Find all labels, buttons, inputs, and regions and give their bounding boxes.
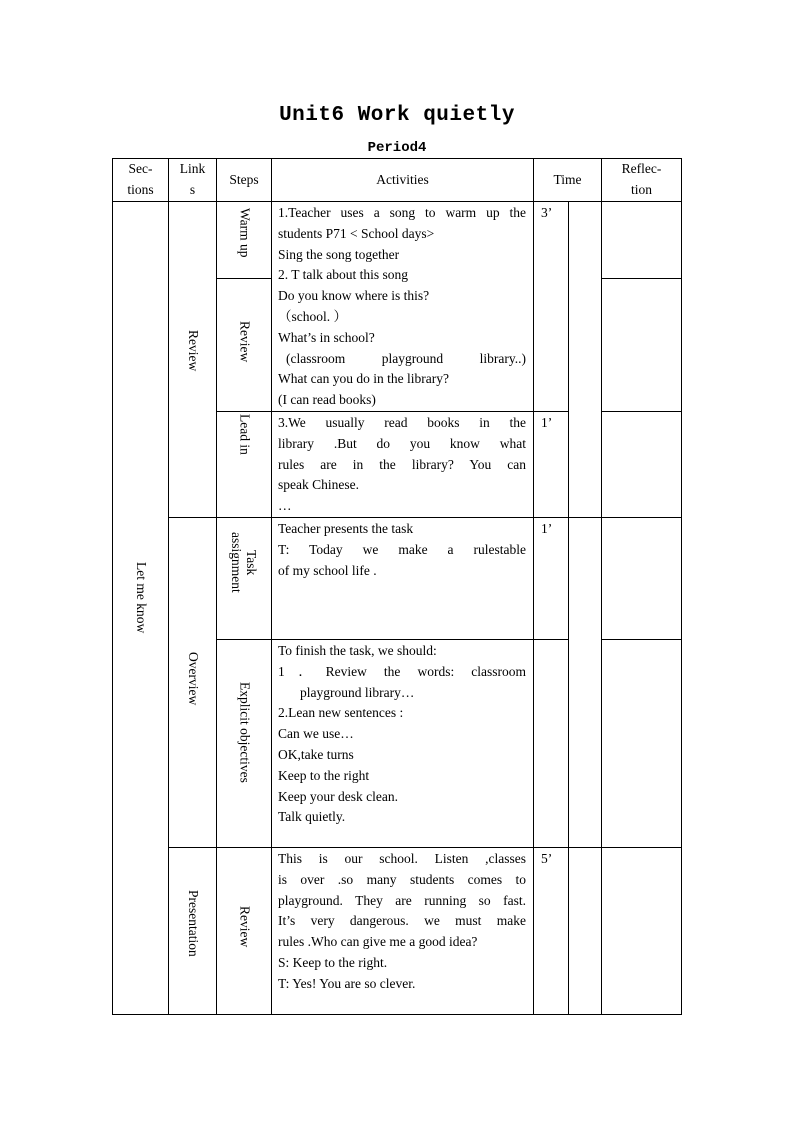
header-reflection: Reflec- tion — [602, 159, 682, 202]
activity-warmup-review: 1.Teacher uses a song to warm up the students P71 < School days> Sing the song together 2. T talk about this song Do you know where is this? （school. ） What’s in school? (classroom playground library..) What can you do in the library? (I can read books) — [272, 202, 534, 412]
header-time: Time — [534, 159, 602, 202]
activity-task: Teacher presents the task T: Today we make a rulestable of my school life . — [272, 517, 534, 639]
header-links: Link s — [169, 159, 217, 202]
link-overview-cell: Overview — [169, 517, 217, 847]
header-steps: Steps — [217, 159, 272, 202]
row-warm-up — [113, 202, 682, 279]
reflection-4 — [602, 517, 682, 639]
step-task-cell: Task assignment — [217, 517, 272, 639]
time-warmup: 3’ — [534, 202, 569, 412]
time-subcol-3 — [569, 847, 602, 1014]
activity-objectives: To finish the task, we should: 1．Review the words: classroom playground library… 2.Lean new sentences : Can we use… OK,take turns Keep to the right Keep your desk clean. Talk quietly. — [272, 639, 534, 847]
link-review-cell: Review — [169, 202, 217, 518]
activity-lead-in: 3.We usually read books in the library .But do you know what rules are in the library? You can speak Chinese. … — [272, 411, 534, 517]
period-subtitle: Period4 — [367, 140, 427, 156]
section-label: Let me know — [133, 562, 149, 634]
time-task: 1’ — [534, 517, 569, 639]
activity-presentation: This is our school. Listen ,classes is over .so many students comes to playground. They are running so fast. It’s very dangerous. we must make rules .Who can give me a good idea? S: Keep to the right. T: Yes! You are so clever. — [272, 847, 534, 1014]
header-row — [113, 159, 682, 202]
reflection-1 — [602, 202, 682, 279]
step-objectives-cell: Explicit objectives — [217, 639, 272, 847]
reflection-3 — [602, 411, 682, 517]
step-review-2-cell: Review — [217, 847, 272, 1014]
row-presentation — [113, 847, 682, 1014]
link-presentation-cell: Presentation — [169, 847, 217, 1014]
lesson-plan-table — [112, 158, 682, 1015]
time-lead-in: 1’ — [534, 411, 569, 517]
document-title: Unit6 Work quietly — [279, 104, 515, 127]
reflection-6 — [602, 847, 682, 1014]
section-cell — [113, 202, 169, 1015]
reflection-2 — [602, 279, 682, 412]
time-subcol-1 — [569, 202, 602, 518]
step-review-cell: Review — [217, 279, 272, 412]
header-activities: Activities — [272, 159, 534, 202]
step-lead-in-cell: Lead in — [217, 411, 272, 517]
header-sections: Sec- tions — [113, 159, 169, 202]
time-presentation: 5’ — [534, 847, 569, 1014]
reflection-5 — [602, 639, 682, 847]
row-task-assignment — [113, 517, 682, 639]
step-warm-up-cell: Warm up — [217, 202, 272, 279]
time-subcol-2 — [569, 517, 602, 847]
time-objectives — [534, 639, 569, 847]
